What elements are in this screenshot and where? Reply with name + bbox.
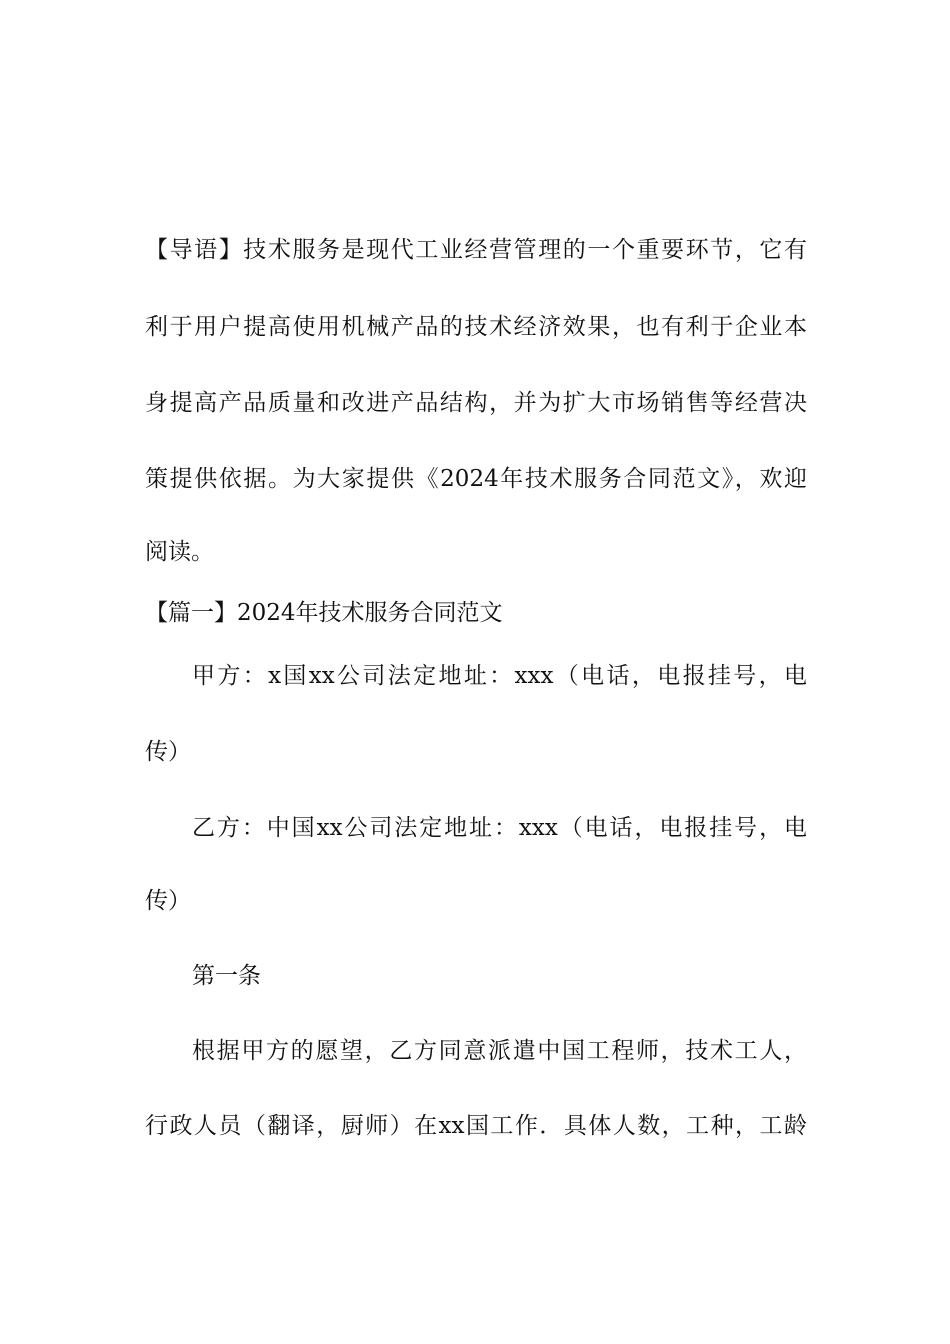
article-1-line-2: 行政人员（翻译，厨师）在xx国工作．具体人数，工种，工龄 bbox=[145, 1113, 807, 1139]
section-heading: 【篇一】2024年技术服务合同范文 bbox=[145, 600, 503, 626]
intro-line-1: 【导语】技术服务是现代工业经营管理的一个重要环节，它有 bbox=[145, 237, 807, 263]
intro-line-3: 身提高产品质量和改进产品结构，并为扩大市场销售等经营决 bbox=[145, 390, 807, 416]
intro-line-5: 阅读。 bbox=[145, 539, 214, 565]
intro-line-4: 策提供依据。为大家提供《2024年技术服务合同范文》，欢迎 bbox=[145, 466, 807, 492]
party-a-line-1: 甲方：x国xx公司法定地址：xxx（电话，电报挂号，电 bbox=[192, 663, 807, 689]
intro-line-2: 利于用户提高使用机械产品的技术经济效果，也有利于企业本 bbox=[145, 314, 807, 340]
article-1-line-1: 根据甲方的愿望，乙方同意派遣中国工程师，技术工人， bbox=[192, 1038, 807, 1064]
party-b-line-2: 传） bbox=[145, 888, 191, 914]
party-b-line-1: 乙方：中国xx公司法定地址：xxx（电话，电报挂号，电 bbox=[192, 815, 807, 841]
article-1-title: 第一条 bbox=[192, 963, 261, 989]
party-a-line-2: 传） bbox=[145, 739, 191, 765]
